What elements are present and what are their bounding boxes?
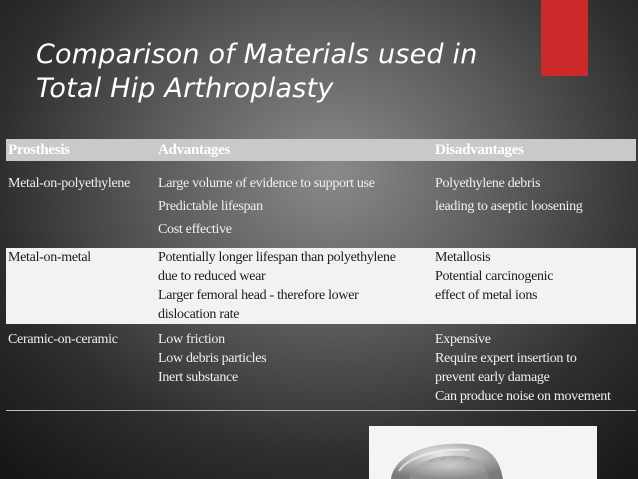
- header-prosthesis: Prosthesis: [8, 142, 70, 158]
- prosthesis-cell: [8, 248, 91, 267]
- disadvantage-line: Expensive: [435, 332, 491, 347]
- disadvantage-line: prevent early damage: [435, 370, 550, 385]
- advantage-line: due to reduced wear: [158, 269, 266, 284]
- disadvantages-cell: [435, 248, 553, 305]
- advantage-line: Predictable lifespan: [158, 199, 263, 214]
- comparison-table: [6, 139, 636, 411]
- advantage-line: Larger femoral head - therefore lower: [158, 288, 359, 303]
- disadvantage-line: effect of metal ions: [435, 288, 538, 303]
- disadvantage-line: Require expert insertion to: [435, 351, 577, 366]
- advantage-line: dislocation rate: [158, 307, 240, 322]
- header-disadvantages: Disadvantages: [435, 142, 524, 158]
- disadvantage-line: Can produce noise on movement: [435, 389, 611, 404]
- accent-block: [541, 0, 588, 76]
- header-advantages: Advantages: [158, 142, 231, 158]
- advantage-line: Potentially longer lifespan than polyethylene: [158, 250, 396, 265]
- disadvantages-cell: [435, 330, 611, 406]
- prosthesis-name: Ceramic-on-ceramic: [8, 332, 118, 347]
- table-bottom-rule: [6, 410, 636, 411]
- disadvantage-line: leading to aseptic loosening: [435, 199, 583, 214]
- disadvantage-line: Metallosis: [435, 250, 491, 265]
- title-line-1: Comparison of Materials used in: [36, 39, 478, 70]
- disadvantages-cell: [435, 172, 583, 218]
- table-row-metal-on-metal: [6, 248, 636, 324]
- advantage-line: Inert substance: [158, 370, 238, 385]
- advantages-cell: [158, 330, 266, 387]
- disadvantage-line: Potential carcinogenic: [435, 269, 554, 284]
- table-row-ceramic-on-ceramic: [6, 330, 636, 408]
- advantage-line: Low debris particles: [158, 351, 267, 366]
- advantage-line: Cost effective: [158, 222, 232, 237]
- title-line-2: Total Hip Arthroplasty: [36, 73, 334, 104]
- hip-prosthesis-icon: [369, 426, 597, 479]
- disadvantage-line: Polyethylene debris: [435, 176, 541, 191]
- prosthesis-name: Metal-on-polyethylene: [8, 176, 130, 191]
- prosthesis-cell: [8, 172, 130, 195]
- advantage-line: Large volume of evidence to support use: [158, 176, 375, 191]
- table-row-metal-on-polyethylene: [6, 172, 636, 242]
- advantages-cell: [158, 172, 375, 241]
- advantages-cell: [158, 248, 396, 324]
- table-header-row: [6, 139, 636, 161]
- slide-title: [36, 38, 536, 106]
- prosthesis-name: Metal-on-metal: [8, 250, 91, 265]
- prosthesis-cell: [8, 330, 118, 349]
- hip-prosthesis-photo: [369, 426, 597, 479]
- advantage-line: Low friction: [158, 332, 225, 347]
